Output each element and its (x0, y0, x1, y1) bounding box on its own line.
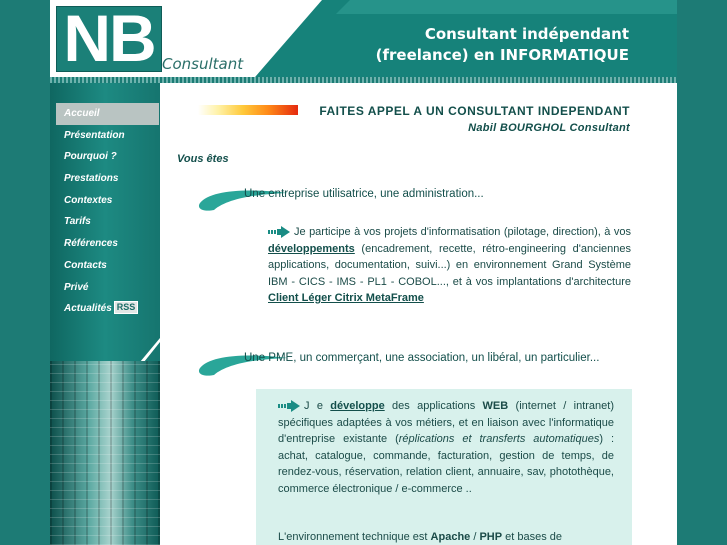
logo-subtitle: Consultant (162, 55, 244, 73)
sidebar-item-contextes[interactable]: Contextes (64, 194, 113, 206)
gradient-accent-bar (198, 105, 298, 115)
section-2-paragraph (278, 398, 614, 497)
sidebar-item-prive[interactable]: Privé (64, 281, 89, 293)
page-subtitle: Nabil BOURGHOL Consultant (468, 122, 630, 134)
arrow-right-icon (268, 226, 290, 238)
section-2-text-e: L'environnement technique est (278, 531, 431, 543)
arrow-right-icon (278, 400, 300, 412)
web-keyword: WEB (482, 400, 509, 412)
banner-line-1: Consultant indépendant (424, 25, 629, 43)
header-banner (376, 24, 629, 66)
sidebar-item-prestations[interactable]: Prestations (64, 173, 119, 185)
section-1-paragraph (268, 224, 631, 307)
developpe-link[interactable]: développe (330, 400, 385, 412)
section-2-text-c: (internet / intranet) spécifiques adaptées à vos métiers, et en liaison avec l'informatique d'entreprise existante ( (278, 400, 614, 445)
sidebar-notch (140, 338, 160, 362)
php-keyword: PHP (479, 531, 503, 543)
building-photo (50, 361, 160, 545)
page-title: FAITES APPEL A UN CONSULTANT INDEPENDANT (319, 104, 630, 118)
page (50, 0, 677, 545)
sidebar-nav (56, 103, 159, 320)
replication-italic: réplications et transferts automatiques (398, 433, 600, 445)
intro-heading: Vous êtes (177, 153, 229, 165)
logo-text: NB (63, 1, 155, 75)
section-1-title: Une entreprise utilisatrice, une administration... (244, 188, 484, 200)
section-2-text-b: des applications (384, 400, 483, 412)
main-content (160, 83, 677, 545)
sidebar-item-references[interactable]: Références (64, 238, 118, 250)
section-2-text-f: et bases de (502, 531, 563, 543)
section-2-text-a: J e (304, 400, 331, 412)
apache-keyword: Apache (430, 531, 471, 543)
section-2-separator: / (470, 531, 480, 543)
rss-badge[interactable]: RSS (114, 301, 139, 314)
sidebar-item-tarifs[interactable]: Tarifs (64, 216, 91, 228)
logo[interactable] (56, 1, 162, 75)
banner-line-2: (freelance) en INFORMATIQUE (375, 46, 629, 64)
section-2-paragraph-2 (278, 529, 614, 545)
section-2-text-d: ) : achat, catalogue, commande, facturation, gestion de temps, de rendez-vous, réservation, relation client, annuaire, sav, photothèque, commerce électronique / e-commerce .. (278, 433, 615, 495)
section-1-text-b: (encadrement, recette, rétro-engineering d'anciennes applications, documentation, suivi...) en environnement Grand Système IBM - CICS - IMS - PL1 - COBOL..., et à vos implantations d'architecture (268, 242, 631, 288)
developpements-link[interactable]: développements (268, 242, 355, 255)
sidebar-item-accueil[interactable]: Accueil (56, 103, 159, 125)
sidebar-item-actualites[interactable] (56, 298, 159, 320)
sidebar-item-actualites-label: Actualités (64, 303, 112, 315)
section-2-title: Une PME, un commerçant, une association, un libéral, un particulier... (244, 352, 600, 364)
citrix-link[interactable]: Client Léger Citrix MetaFrame (268, 292, 424, 304)
sidebar-item-presentation[interactable]: Présentation (64, 129, 125, 141)
sidebar-item-contacts[interactable]: Contacts (64, 259, 107, 271)
header (50, 0, 677, 82)
sidebar (50, 83, 160, 545)
section-1-text-a: Je participe à vos projets d'informatisation (pilotage, direction), à vos (294, 226, 631, 238)
sidebar-item-pourquoi[interactable]: Pourquoi ? (64, 151, 117, 163)
